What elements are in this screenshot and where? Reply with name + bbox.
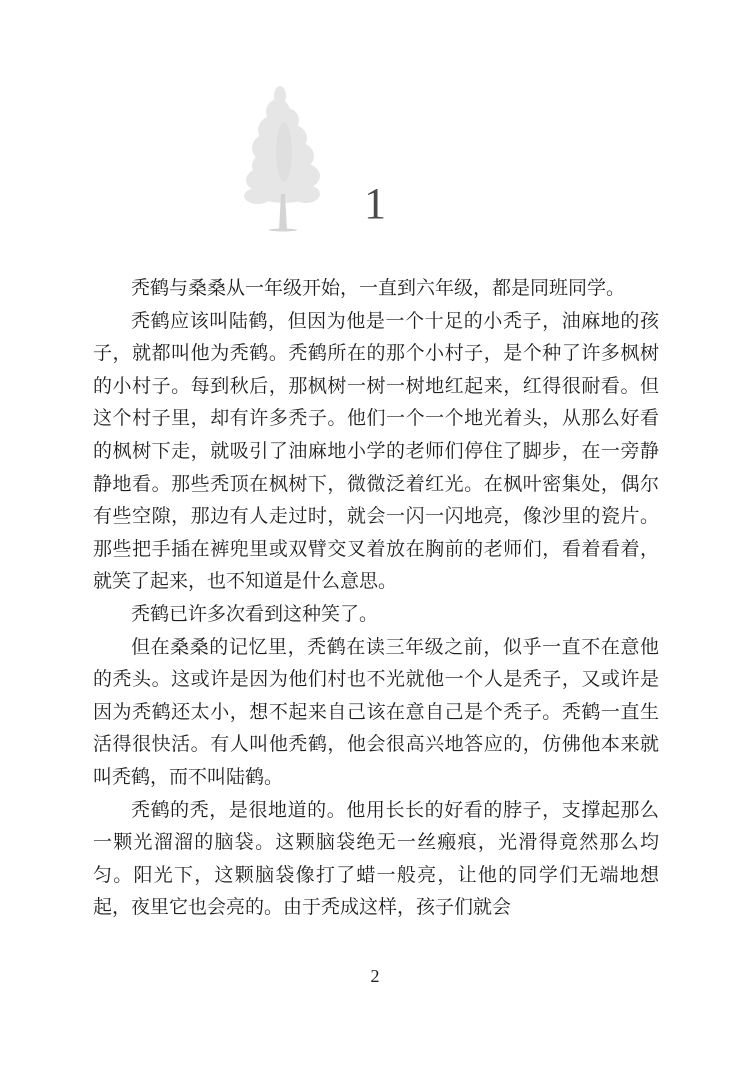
paragraph: 秃鹤的秃，是很地道的。他用长长的好看的脖子，支撑起那么一颗光溜溜的脑袋。这颗脑袋绝无一丝瘢痕，光滑得竟然那么均匀。阳光下，这颗脑袋像打了蜡一般亮，让他的同学们无端地想起，夜里它也会亮的。由于秃成这样，孩子们就会 <box>93 798 659 919</box>
page-number: 2 <box>370 966 380 986</box>
paragraph: 秃鹤应该叫陆鹤，但因为他是一个十足的小秃子，油麻地的孩子，就都叫他为秃鹤。秃鹤所在的那个小村子，是个种了许多枫树的小村子。每到秋后，那枫树一树一树地红起来，红得很耐看。但这个村子里，却有许多秃子。他们一个一个地光着头，从那么好看的枫树下走，就吸引了油麻地小学的老师们停住了脚步，在一旁静静地看。那些秃顶在枫树下，微微泛着红光。在枫叶密集处，偶尔有些空隙，那边有人走过时，就会一闪一闪地亮，像沙里的瓷片。那些把手插在裤兜里或双臂交叉着放在胸前的老师们，看着看着，就笑了起来，也不知道是什么意思。 <box>93 309 659 593</box>
chapter-number: 1 <box>364 179 386 228</box>
paragraph: 但在桑桑的记忆里，秃鹤在读三年级之前，似乎一直不在意他的秃头。这或许是因为他们村也不光就他一个人是秃子，又或许是因为秃鹤还太小，想不起来自己该在意自己是个秃子。秃鹤一直生活得很快活。有人叫他秃鹤，他会很高兴地答应的，仿佛他本来就叫秃鹤，而不叫陆鹤。 <box>93 635 659 788</box>
paragraph: 秃鹤与桑桑从一年级开始，一直到六年级，都是同班同学。 <box>131 277 626 299</box>
chapter-body <box>93 272 659 924</box>
paragraph: 秃鹤已许多次看到这种笑了。 <box>131 602 379 625</box>
